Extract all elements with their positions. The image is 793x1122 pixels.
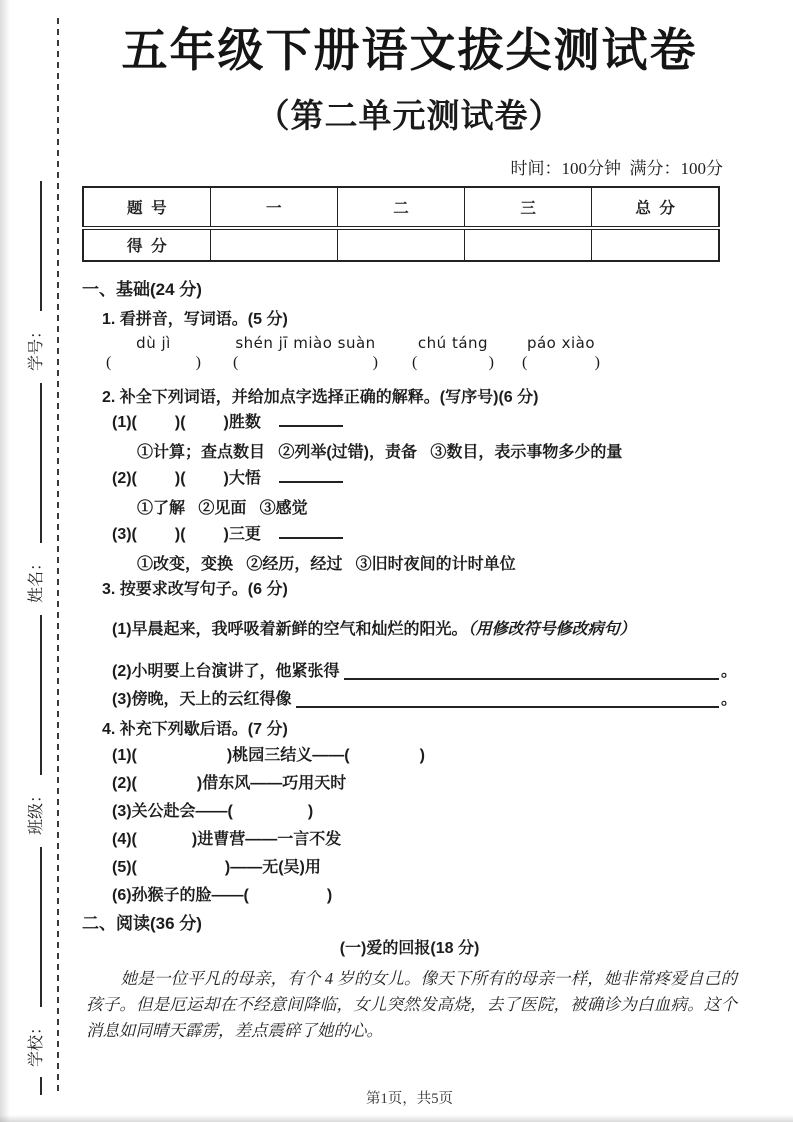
answer-parentheses <box>522 354 600 374</box>
name-label: 姓名： <box>27 554 45 603</box>
q1-pinyin-row <box>106 334 737 374</box>
q4-item-5 <box>112 854 737 882</box>
q2-item-1 <box>112 410 737 436</box>
q1-heading: 1. 看拼音，写词语。(5 分) <box>102 311 288 328</box>
reading-passage: 她是一位平凡的母亲，有个 4 岁的女儿。像天下所有的母亲一样，她非常疼爱自己的孩子。但是厄运却在不经意间降临，女儿突然发高烧，去了医院，被确诊为白血病。这个消息如同晴天霹雳，差点震碎了她的心。 <box>86 969 737 1040</box>
instruction-note: （用修改符号修改病句） <box>467 621 636 638</box>
q2-item-3 <box>112 522 737 548</box>
q2-item-1-options: ①计算；查点数目 ②列举(过错)，责备 ③数目，表示事物多少的量 <box>137 444 623 461</box>
leading-blank-line <box>27 1077 42 1095</box>
q2-item-3-options: ①改变，变换 ②经历，经过 ③旧时夜间的计时单位 <box>137 556 516 573</box>
score-table-header-cell: 总 分 <box>592 187 719 228</box>
score-table-score-row <box>83 228 719 261</box>
score-cell-empty <box>592 228 719 261</box>
page-title: 五年级下册语文拔尖测试卷 <box>121 25 698 76</box>
score-table <box>82 186 720 262</box>
item-text: (5)( <box>112 859 137 876</box>
answer-blank-line <box>279 527 343 539</box>
q2-item-2-options: ①了解 ②见面 ③感觉 <box>137 500 308 517</box>
q4-item-1 <box>112 742 737 770</box>
score-cell-empty <box>337 228 464 261</box>
q1-word-column <box>412 334 494 374</box>
section1-heading: 一、基础(24 分) <box>82 280 202 299</box>
answer-parentheses <box>412 354 494 374</box>
student-id-label: 学号： <box>27 322 45 371</box>
close-paren: ) <box>195 354 201 371</box>
item-text: ) <box>419 747 425 764</box>
score-table-header-row <box>83 187 719 228</box>
item-text: ) <box>326 887 333 904</box>
scan-edge-bottom <box>0 1115 793 1122</box>
pinyin-label: chú táng <box>417 334 489 352</box>
sentence-end: 。 <box>720 663 737 680</box>
q1-word-column <box>106 334 201 374</box>
page-number: 第1页，共5页 <box>366 1091 453 1107</box>
open-paren: ( <box>522 354 528 371</box>
sentence-end: 。 <box>720 691 737 708</box>
section2-heading: 二、阅读(36 分) <box>82 914 202 933</box>
score-table-header-cell: 二 <box>337 187 464 228</box>
answer-parentheses <box>233 354 378 374</box>
passage-title: (一)爱的回报(18 分) <box>339 940 480 957</box>
q2-heading: 2. 补全下列词语，并给加点字选择正确的解释。(写序号)(6 分) <box>102 389 539 406</box>
answer-blank-line <box>279 471 343 483</box>
item-text: (4)( <box>112 831 137 848</box>
q1-word-column <box>233 334 378 374</box>
open-paren: ( <box>233 354 239 371</box>
sentence-text: (3)傍晚，天上的云红得像 <box>112 691 292 708</box>
item-text: (2)( <box>112 775 137 792</box>
score-table-header-cell: 题 号 <box>83 187 210 228</box>
open-paren: ( <box>412 354 418 371</box>
time-score-line: 时间：100分钟 满分：100分 <box>510 159 723 178</box>
class-label: 班级： <box>27 786 45 835</box>
score-table-header-cell: 三 <box>465 187 592 228</box>
close-paren: ) <box>594 354 600 371</box>
close-paren: ) <box>372 354 378 371</box>
q3-item-1 <box>112 618 737 642</box>
score-cell-empty <box>465 228 592 261</box>
item-text: )三 <box>223 526 245 543</box>
answer-fill-line <box>344 678 719 680</box>
item-text: ) <box>307 803 314 820</box>
item-text: (3)关公赴会——( <box>112 803 233 820</box>
answer-fill-line <box>296 706 719 708</box>
q4-item-3 <box>112 798 737 826</box>
q3-item-2 <box>112 660 737 684</box>
item-text: )大 <box>223 470 245 487</box>
score-table-header-cell: 一 <box>210 187 337 228</box>
item-text: (3)( <box>112 526 137 543</box>
score-cell-empty <box>210 228 337 261</box>
open-paren: ( <box>106 354 112 371</box>
q3-heading: 3. 按要求改写句子。(6 分) <box>102 581 288 598</box>
page-subtitle: （第二单元测试卷） <box>256 99 563 135</box>
item-text: )进曹营——一言不发 <box>191 831 342 848</box>
sentence-text: (1)早晨起来，我呼吸着新鲜的空气和灿烂的阳光。 <box>112 621 468 638</box>
q4-heading: 4. 补充下列歇后语。(7 分) <box>102 721 288 738</box>
dotted-character: 悟 • <box>245 470 261 487</box>
dotted-character: 更 • <box>245 526 261 543</box>
answer-blank-line <box>279 415 343 427</box>
close-paren: ) <box>488 354 494 371</box>
item-text: )( <box>174 526 186 543</box>
q3-item-3 <box>112 688 737 712</box>
item-text: )桃园三结义——( <box>226 747 350 764</box>
item-text: )( <box>174 414 186 431</box>
q1-word-column <box>522 334 600 374</box>
item-text: )胜 <box>223 414 245 431</box>
q4-item-2 <box>112 770 737 798</box>
item-text: )借东风——巧用天时 <box>196 775 347 792</box>
item-text: )——无(吴)用 <box>224 859 321 876</box>
school-label: 学校： <box>27 1018 45 1067</box>
item-text: (6)孙猴子的脸——( <box>112 887 249 904</box>
item-text: (1)( <box>112 747 137 764</box>
item-text: (2)( <box>112 470 137 487</box>
item-text: )( <box>174 470 186 487</box>
q4-item-6 <box>112 882 737 910</box>
pinyin-label: páo xiào <box>526 334 596 352</box>
score-row-label: 得 分 <box>83 228 210 261</box>
dotted-character: 数 • <box>245 414 261 431</box>
item-text: (1)( <box>112 414 137 431</box>
pinyin-label: dù jì <box>136 334 171 352</box>
q4-item-4 <box>112 826 737 854</box>
pinyin-label: shén jī miào suàn <box>235 334 376 352</box>
q2-item-2 <box>112 466 737 492</box>
sentence-text: (2)小明要上台演讲了，他紧张得 <box>112 663 340 680</box>
answer-parentheses <box>106 354 201 374</box>
